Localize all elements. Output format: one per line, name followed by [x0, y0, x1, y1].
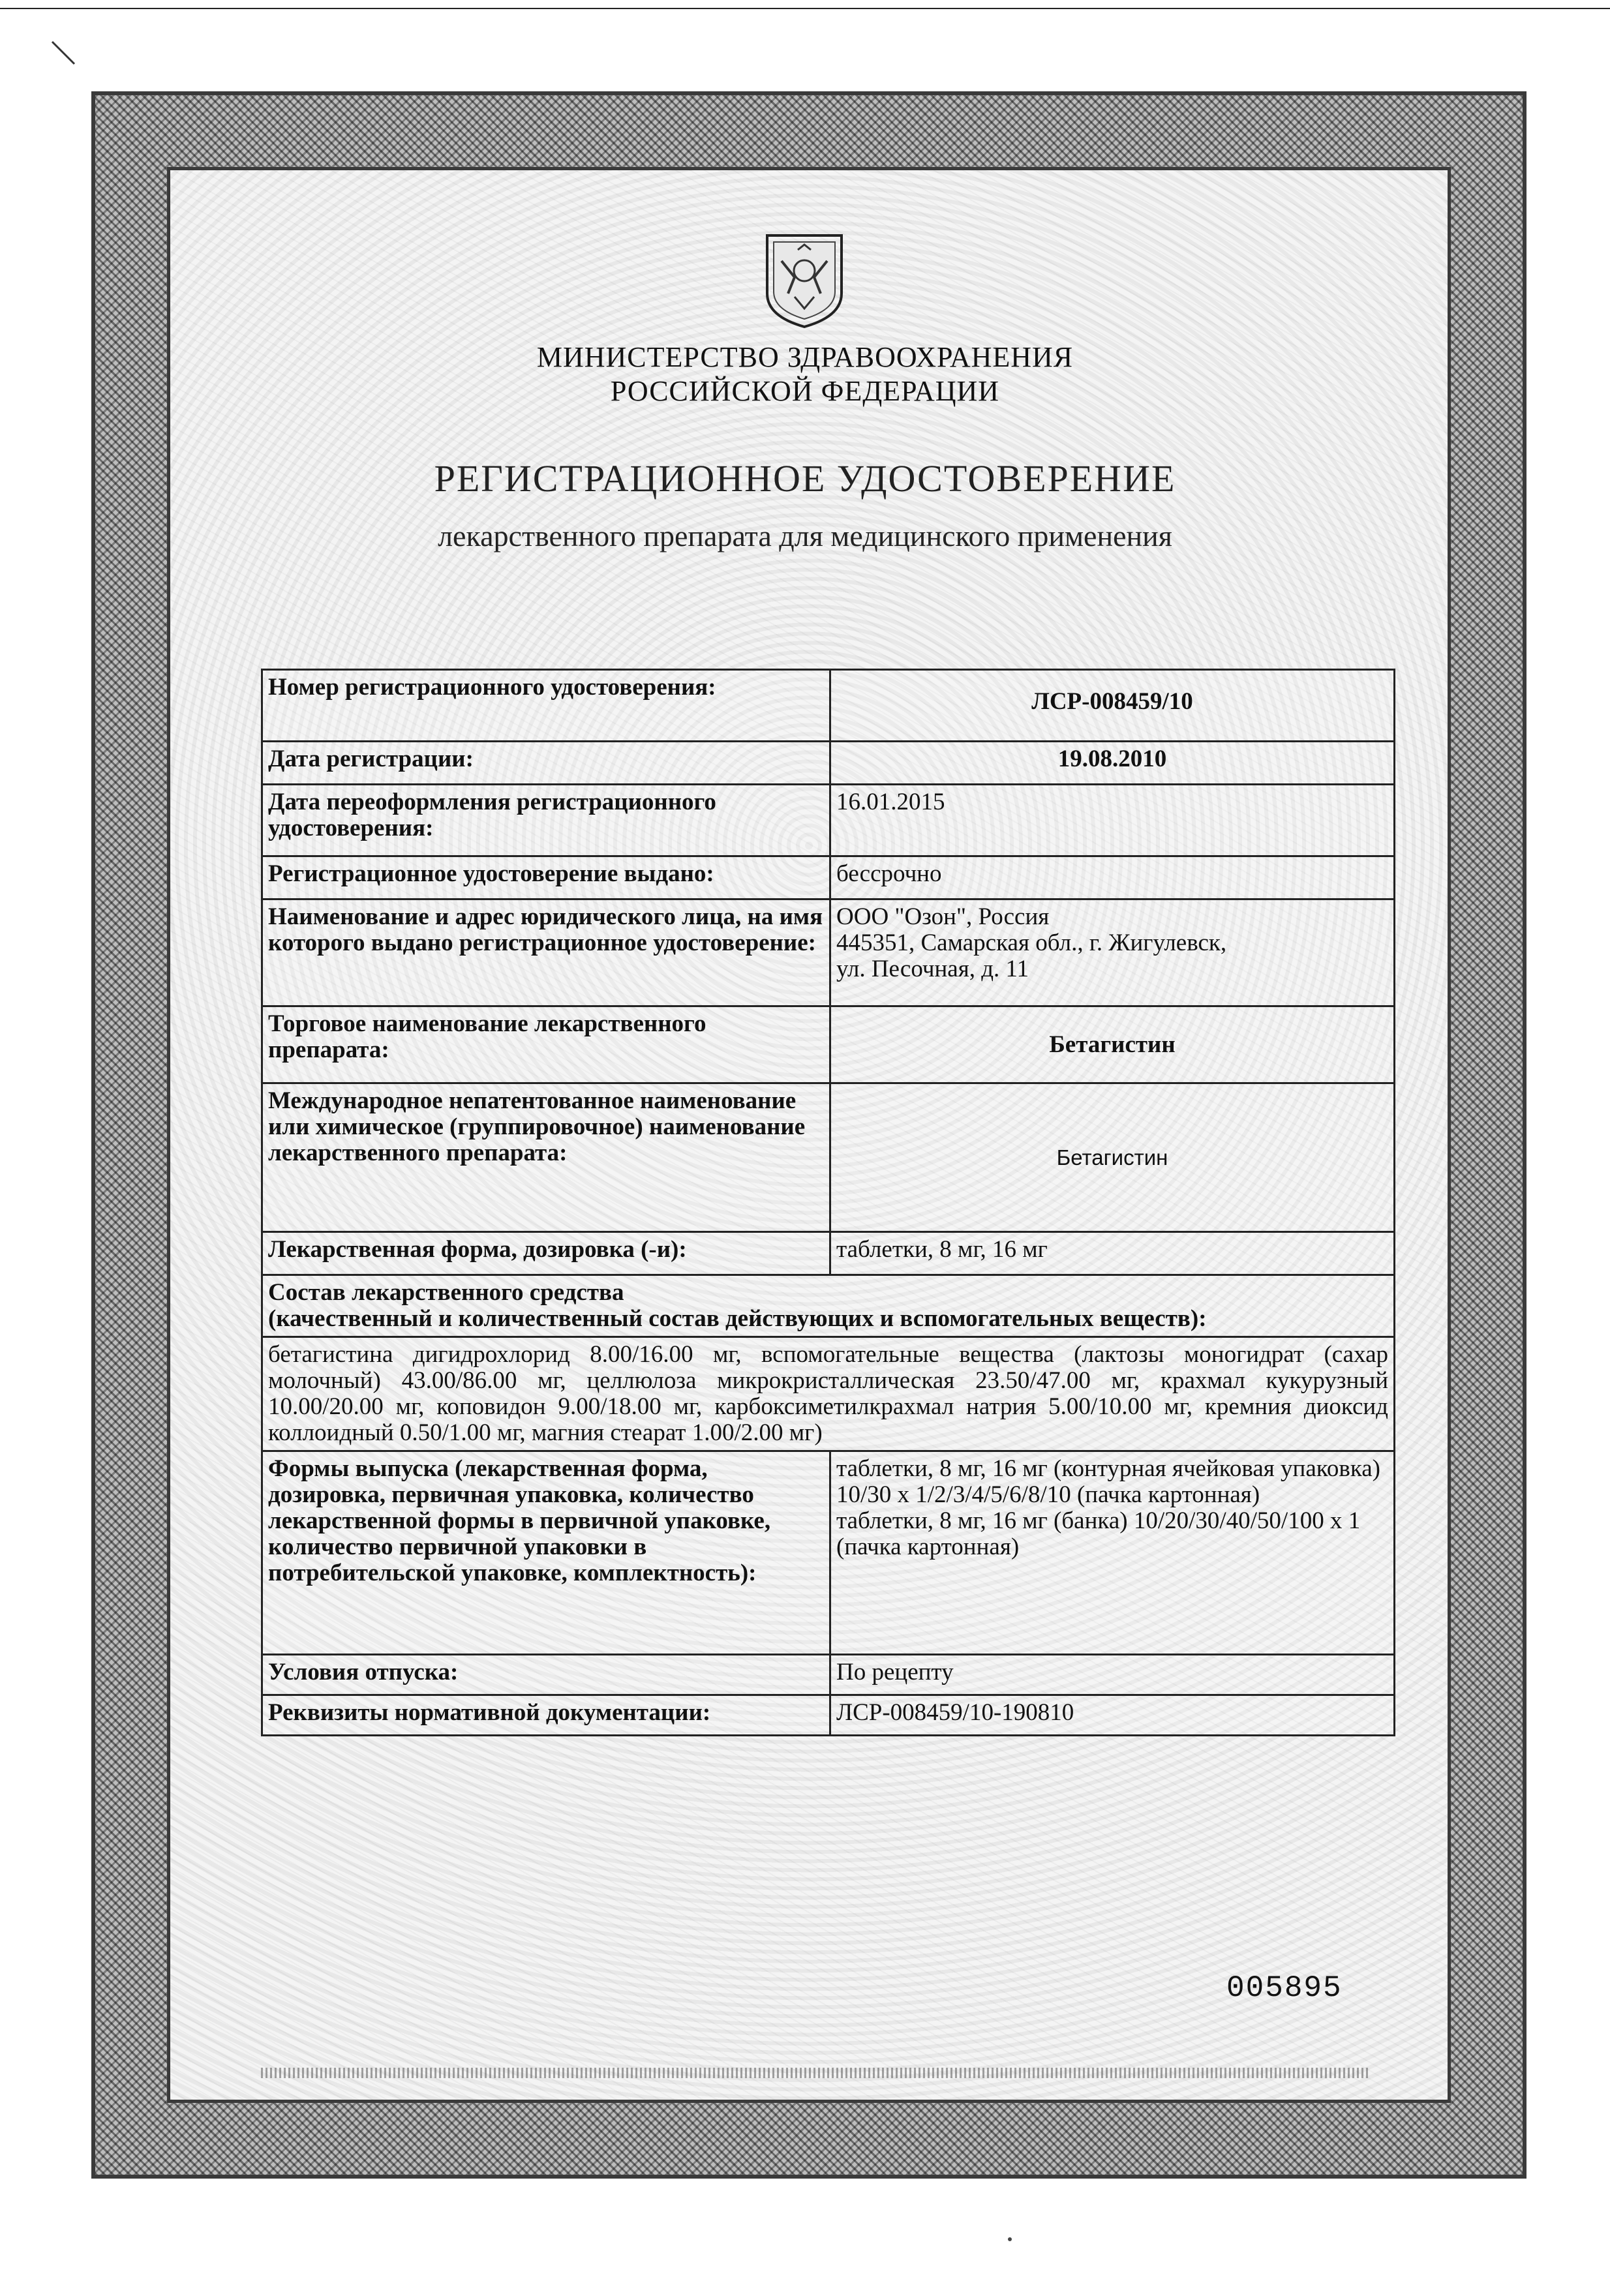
row-label-reg-date: Дата регистрации:: [262, 742, 830, 785]
table-row: [262, 856, 1395, 899]
row-label-release-forms: Формы выпуска (лекарственная форма, дозировка, первичная упаковка, количество лекарственной формы в первичной упаковке, количество первичной упаковки в потребительской упаковке, комплектность):: [262, 1451, 830, 1655]
table-row: [262, 1655, 1395, 1695]
ministry-name-line2: РОССИЙСКОЙ ФЕДЕРАЦИИ: [610, 375, 1000, 407]
row-value-holder: [830, 899, 1395, 1006]
composition-heading-detail: (качественный и количественный состав действующих и вспомогательных веществ):: [268, 1305, 1207, 1332]
row-value-normative: ЛСР-008459/10-190810: [830, 1695, 1395, 1736]
row-value-inn: Бетагистин: [830, 1083, 1395, 1232]
row-label-trade-name: Торговое наименование лекарственного препарата:: [262, 1006, 830, 1083]
table-row: [262, 670, 1395, 742]
holder-name: ООО "Озон", Россия: [836, 903, 1050, 930]
scan-edge-line: [0, 8, 1610, 9]
release-form-jar: таблетки, 8 мг, 16 мг (банка) 10/20/30/40/50/100 х 1 (пачка картонная): [836, 1507, 1361, 1560]
table-row: [262, 1083, 1395, 1232]
scan-speck: [1008, 2237, 1012, 2241]
row-label-issued: Регистрационное удостоверение выдано:: [262, 856, 830, 899]
row-value-form: таблетки, 8 мг, 16 мг: [830, 1232, 1395, 1275]
row-value-reissue-date: 16.01.2015: [830, 785, 1395, 856]
holder-street: ул. Песочная, д. 11: [836, 956, 1029, 982]
microtext-strip: [261, 2068, 1370, 2078]
table-row: [262, 1275, 1395, 1337]
row-label-reg-number: Номер регистрационного удостоверения:: [262, 670, 830, 742]
row-value-reg-number: ЛСР-008459/10: [830, 670, 1395, 742]
row-value-composition: бетагистина дигидрохлорид 8.00/16.00 мг, вспомогательные вещества (лактозы моногидрат (сахар молочный) 43.00/86.00 мг, целлюлоза микрокристаллическая 23.50/47.00 мг, крахмал кукурузный 10.00/20.00 мг, коповидон 9.00/18.00 мг, карбоксиметилкрахмал натрия 5.00/10.00 мг, кремния диоксид коллоидный 0.50/1.00 мг, магния стеарат 1.00/2.00 мг): [262, 1337, 1395, 1451]
table-row: [262, 742, 1395, 785]
table-row: [262, 1695, 1395, 1736]
row-label-composition: [262, 1275, 1395, 1337]
registration-table: [261, 669, 1395, 1736]
row-value-release-forms: [830, 1451, 1395, 1655]
table-row: [262, 1006, 1395, 1083]
certificate-subtitle: лекарственного препарата для медицинского применения: [438, 519, 1172, 552]
release-form-blister: таблетки, 8 мг, 16 мг (контурная ячейковая упаковка) 10/30 х 1/2/3/4/5/6/8/10 (пачка картонная): [836, 1455, 1380, 1508]
holder-address: 445351, Самарская обл., г. Жигулевск,: [836, 929, 1227, 956]
row-value-dispensing: По рецепту: [830, 1655, 1395, 1695]
row-value-issued: бессрочно: [830, 856, 1395, 899]
row-label-holder: Наименование и адрес юридического лица, на имя которого выдано регистрационное удостоверение:: [262, 899, 830, 1006]
composition-heading: Состав лекарственного средства: [268, 1279, 624, 1306]
table-row: [262, 1337, 1395, 1451]
row-label-form: Лекарственная форма, дозировка (-и):: [262, 1232, 830, 1275]
row-value-reg-date: 19.08.2010: [830, 742, 1395, 785]
coat-of-arms-icon: [762, 232, 847, 329]
scan-mark-icon: [51, 39, 77, 65]
table-row: [262, 785, 1395, 856]
serial-number: 005895: [1226, 1971, 1343, 2005]
row-label-dispensing: Условия отпуска:: [262, 1655, 830, 1695]
table-row: [262, 899, 1395, 1006]
table-row: [262, 1451, 1395, 1655]
row-label-reissue-date: Дата переоформления регистрационного удостоверения:: [262, 785, 830, 856]
certificate-title: РЕГИСТРАЦИОННОЕ УДОСТОВЕРЕНИЕ: [434, 457, 1176, 500]
row-label-normative: Реквизиты нормативной документации:: [262, 1695, 830, 1736]
ministry-name-line1: МИНИСТЕРСТВО ЗДРАВООХРАНЕНИЯ: [536, 341, 1074, 373]
table-row: [262, 1232, 1395, 1275]
row-value-trade-name: Бетагистин: [830, 1006, 1395, 1083]
row-label-inn: Международное непатентованное наименование или химическое (группировочное) наименование лекарственного препарата:: [262, 1083, 830, 1232]
